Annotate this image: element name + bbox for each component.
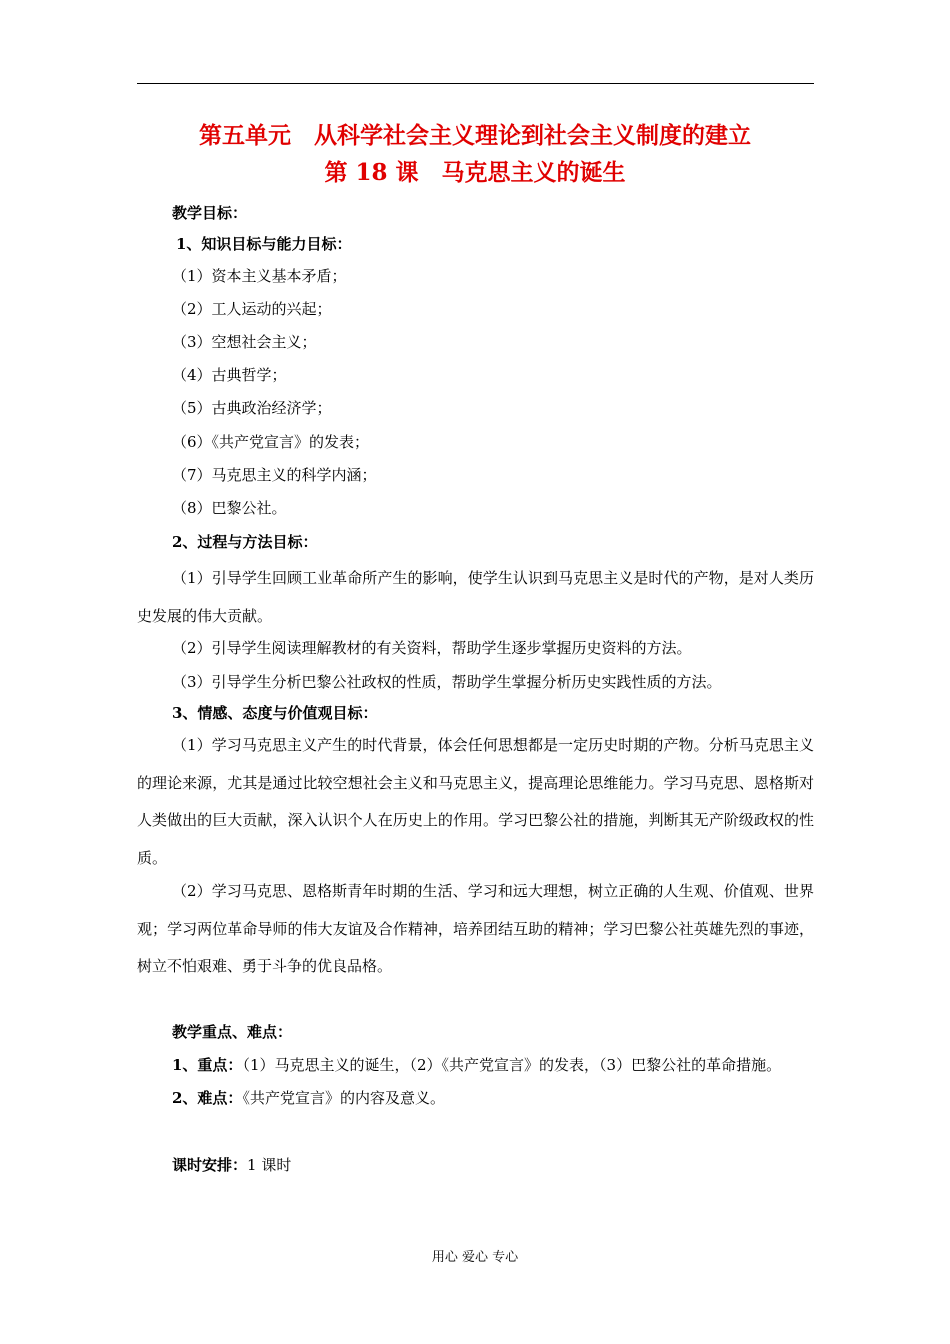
focus-label: 1、重点： xyxy=(172,1056,243,1074)
schedule-label: 课时安排： xyxy=(172,1156,248,1174)
focus-line xyxy=(172,1053,781,1077)
focus-text: （1）马克思主义的诞生，（2）《共产党宣言》的发表，（3）巴黎公社的革命措施。 xyxy=(242,1056,782,1074)
schedule-value: 1 课时 xyxy=(247,1156,292,1174)
schedule-line xyxy=(172,1153,291,1177)
process-heading: 2、过程与方法目标： xyxy=(172,533,318,551)
knowledge-item: （3）空想社会主义； xyxy=(172,333,317,351)
knowledge-item: （8）巴黎公社。 xyxy=(172,499,287,517)
page-footer: 用心 爱心 专心 xyxy=(431,1250,519,1265)
header-rule xyxy=(137,83,814,84)
emotion-heading: 3、情感、态度与价值观目标： xyxy=(172,704,378,722)
emotion-item: （2）学习马克思、恩格斯青年时期的生活、学习和远大理想，树立正确的人生观、价值观、世界观；学习两位革命导师的伟大友谊及合作精神，培养团结互助的精神；学习巴黎公社英雄先烈的事迹，树立不怕艰难、勇于斗争的优良品格。 xyxy=(137,882,814,975)
knowledge-item: （4）古典哲学； xyxy=(172,366,287,384)
knowledge-item: （7）马克思主义的科学内涵； xyxy=(172,466,377,484)
unit-title: 第五单元 从科学社会主义理论到社会主义制度的建立 xyxy=(199,122,751,149)
lesson-title: 第 18 课 马克思主义的诞生 xyxy=(324,159,626,186)
objectives-heading: 教学目标： xyxy=(172,204,248,222)
process-item: （2）引导学生阅读理解教材的有关资料，帮助学生逐步掌握历史资料的方法。 xyxy=(172,639,692,657)
knowledge-item: （6）《共产党宣言》的发表； xyxy=(172,433,370,451)
knowledge-item: （2）工人运动的兴起； xyxy=(172,300,332,318)
difficulty-text: 《共产党宣言》的内容及意义。 xyxy=(242,1089,445,1107)
knowledge-item: （1）资本主义基本矛盾； xyxy=(172,267,347,285)
process-item: （1）引导学生回顾工业革命所产生的影响，使学生认识到马克思主义是时代的产物，是对人类历史发展的伟大贡献。 xyxy=(137,569,814,625)
knowledge-heading: 1、知识目标与能力目标： xyxy=(176,235,352,253)
emotion-item: （1）学习马克思主义产生的时代背景，体会任何思想都是一定历史时期的产物。分析马克思主义的理论来源，尤其是通过比较空想社会主义和马克思主义，提高理论思维能力。学习马克思、恩格斯对人类做出的巨大贡献，深入认识个人在历史上的作用。学习巴黎公社的措施，判断其无产阶级政权的性质。 xyxy=(137,736,814,867)
knowledge-item: （5）古典政治经济学； xyxy=(172,399,332,417)
difficulty-line xyxy=(172,1086,445,1110)
keypoints-heading: 教学重点、难点： xyxy=(172,1023,293,1041)
process-item: （3）引导学生分析巴黎公社政权的性质，帮助学生掌握分析历史实践性质的方法。 xyxy=(172,673,722,691)
difficulty-label: 2、难点： xyxy=(172,1089,243,1107)
